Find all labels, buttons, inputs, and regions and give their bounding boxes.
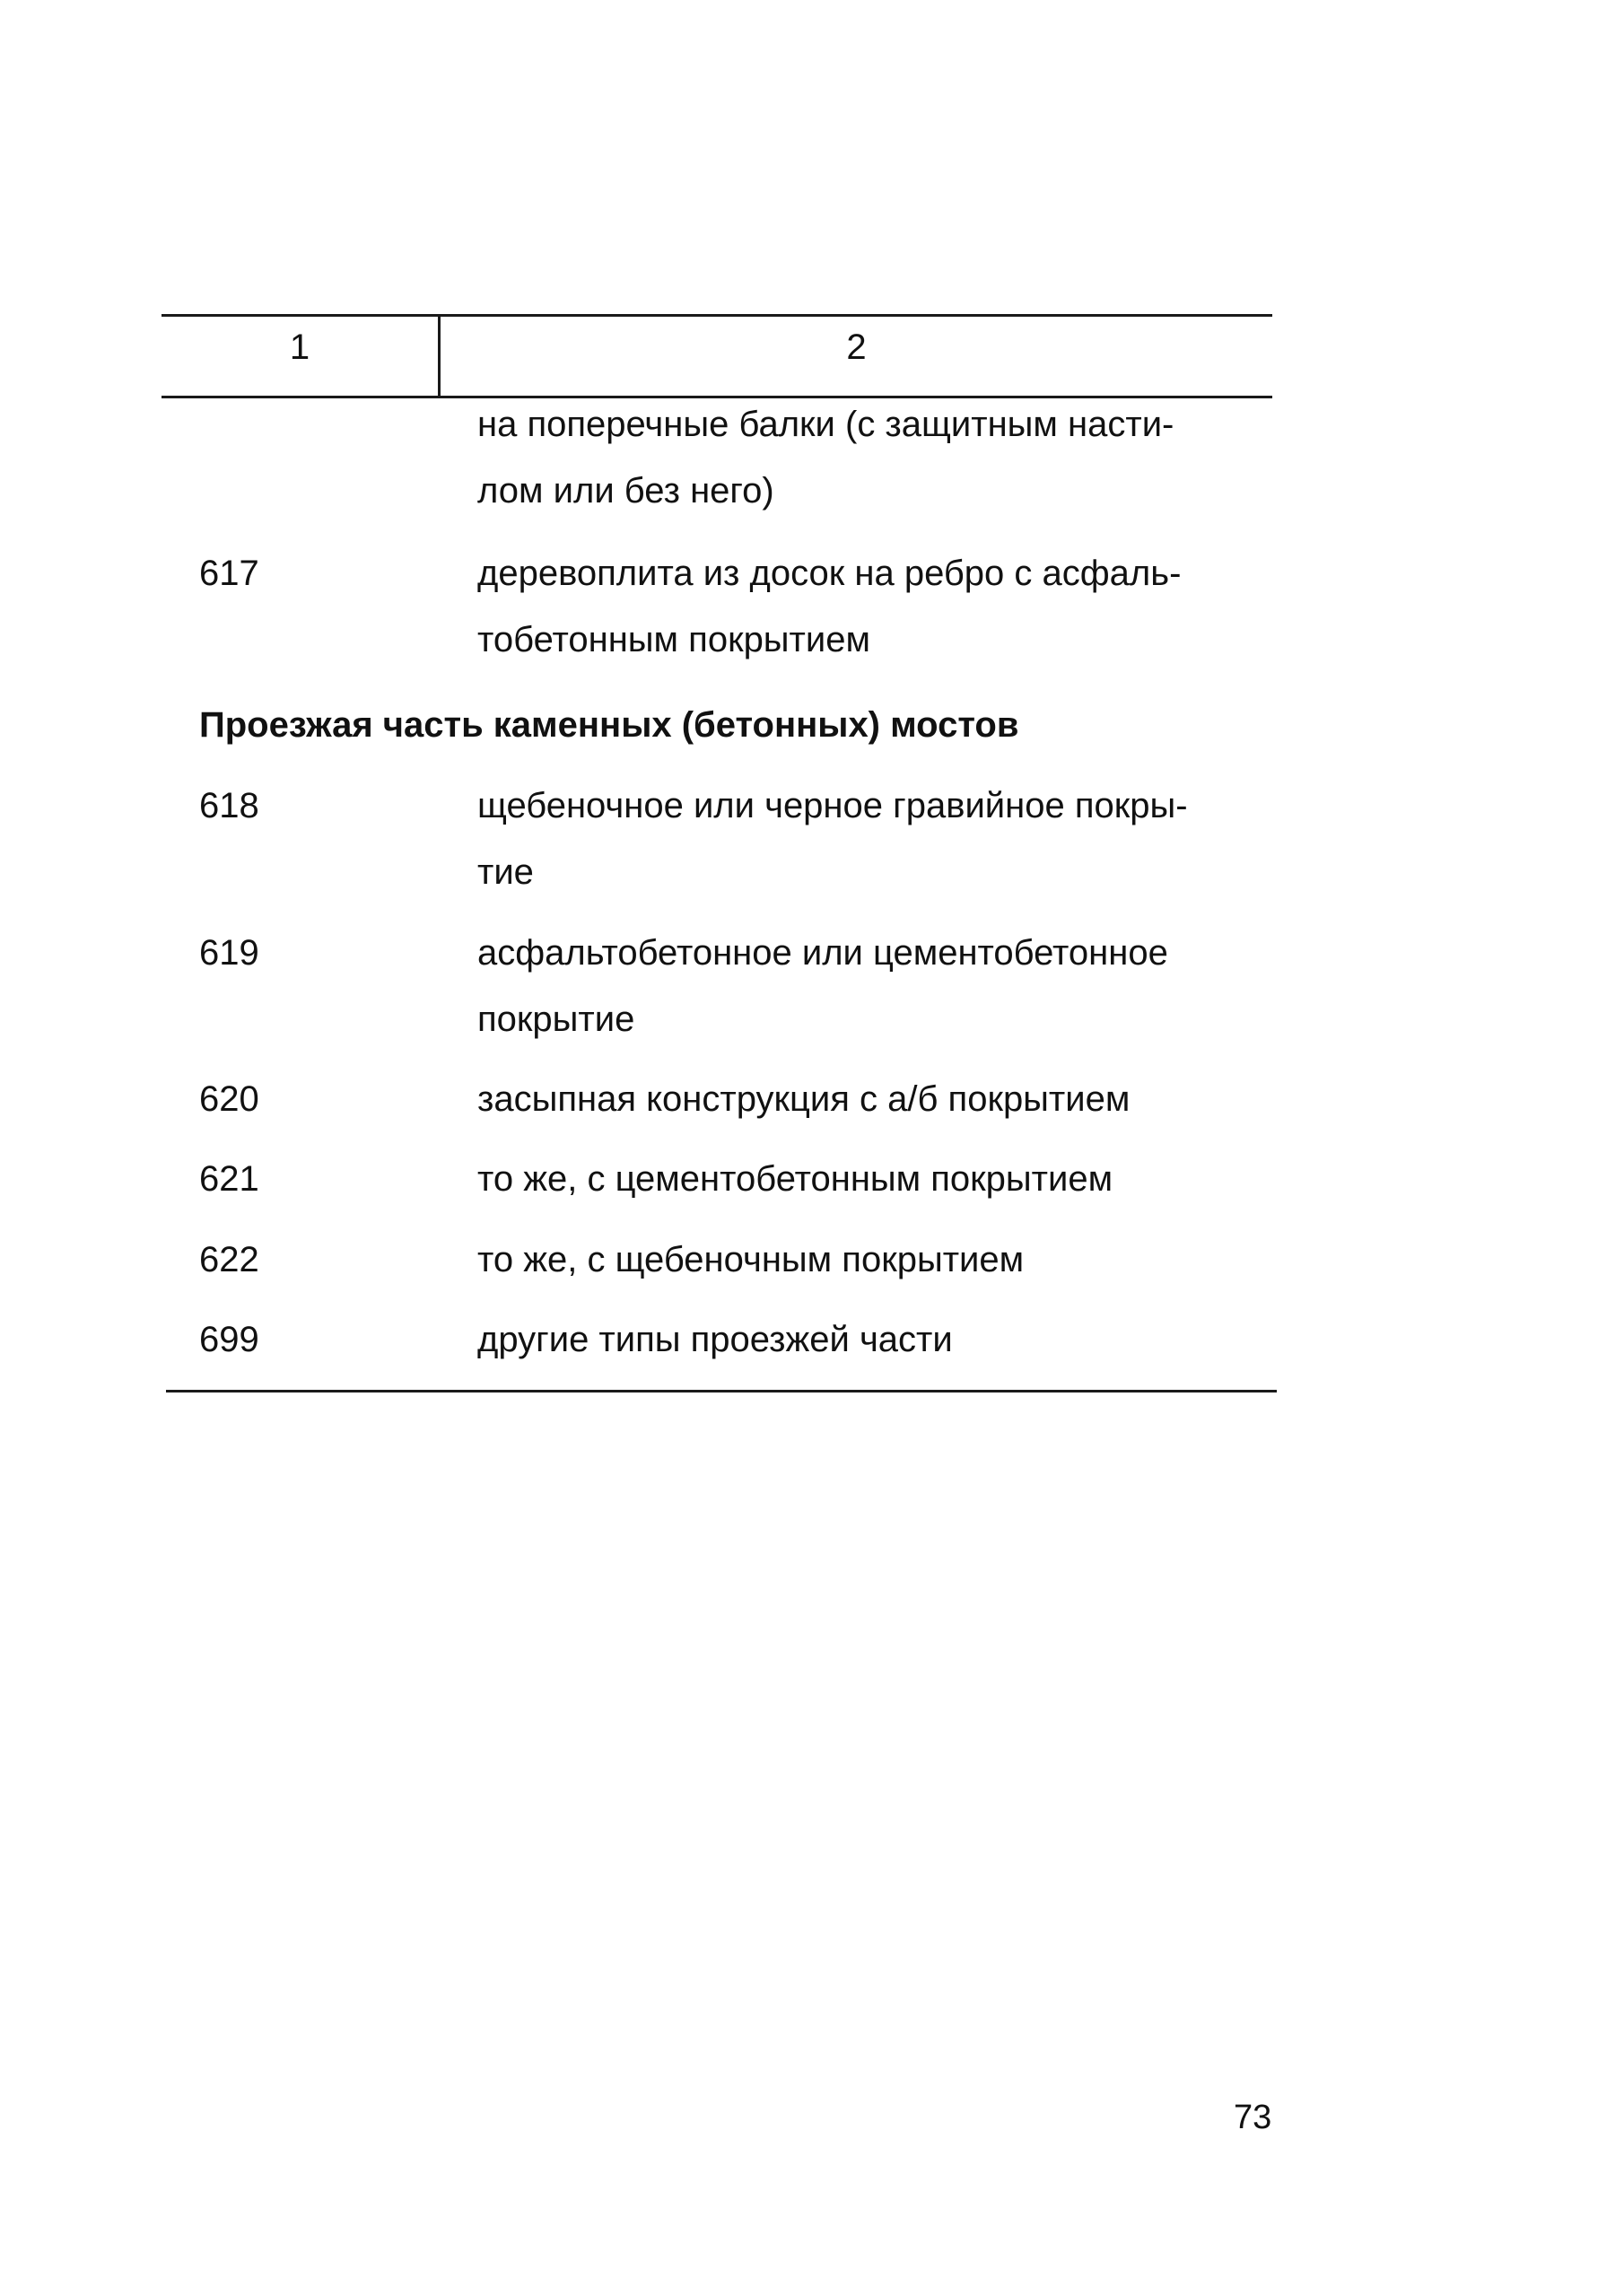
row-description [477,932,1249,1040]
row-description [477,785,1249,893]
row-description [477,1239,1249,1280]
row-code: 618 [199,786,259,825]
row-description [477,1158,1249,1200]
section-title: Проезжая часть каменных (бетонных) мостов [199,705,1019,745]
row-description [477,553,1249,660]
description-line: тобетонным покрытием [477,620,870,659]
page-number: 73 [1234,2099,1272,2136]
header-col-2: 2 [846,327,867,367]
row-code: 699 [199,1320,259,1359]
description-line: то же, с щебеночным покрытием [477,1240,1025,1279]
row-code: 620 [199,1079,259,1119]
header-col-1: 1 [289,327,310,367]
row-code: 617 [199,554,259,593]
description-line: на поперечные балки (с защитным насти- [477,405,1174,444]
table-top-rule [162,314,1272,317]
description-line: то же, с цементобетонным покрытием [477,1159,1113,1199]
header-bottom-rule [162,396,1272,398]
row-description [477,1319,1249,1360]
description-line: засыпная конструкция с а/б покрытием [477,1079,1131,1119]
table-bottom-rule [166,1390,1277,1392]
row-description [477,1078,1249,1120]
continuation-description [477,404,1249,511]
description-line: деревоплита из досок на ребро с асфаль- [477,554,1182,593]
row-code: 622 [199,1240,259,1279]
description-line: другие типы проезжей части [477,1320,953,1359]
description-line: лом или без него) [477,471,774,511]
row-code: 619 [199,933,259,973]
description-line: тие [477,852,534,892]
description-line: асфальтобетонное или цементобетонное [477,933,1168,973]
description-line: покрытие [477,1000,635,1039]
row-code: 621 [199,1159,259,1199]
description-line: щебеночное или черное гравийное покры- [477,786,1188,825]
